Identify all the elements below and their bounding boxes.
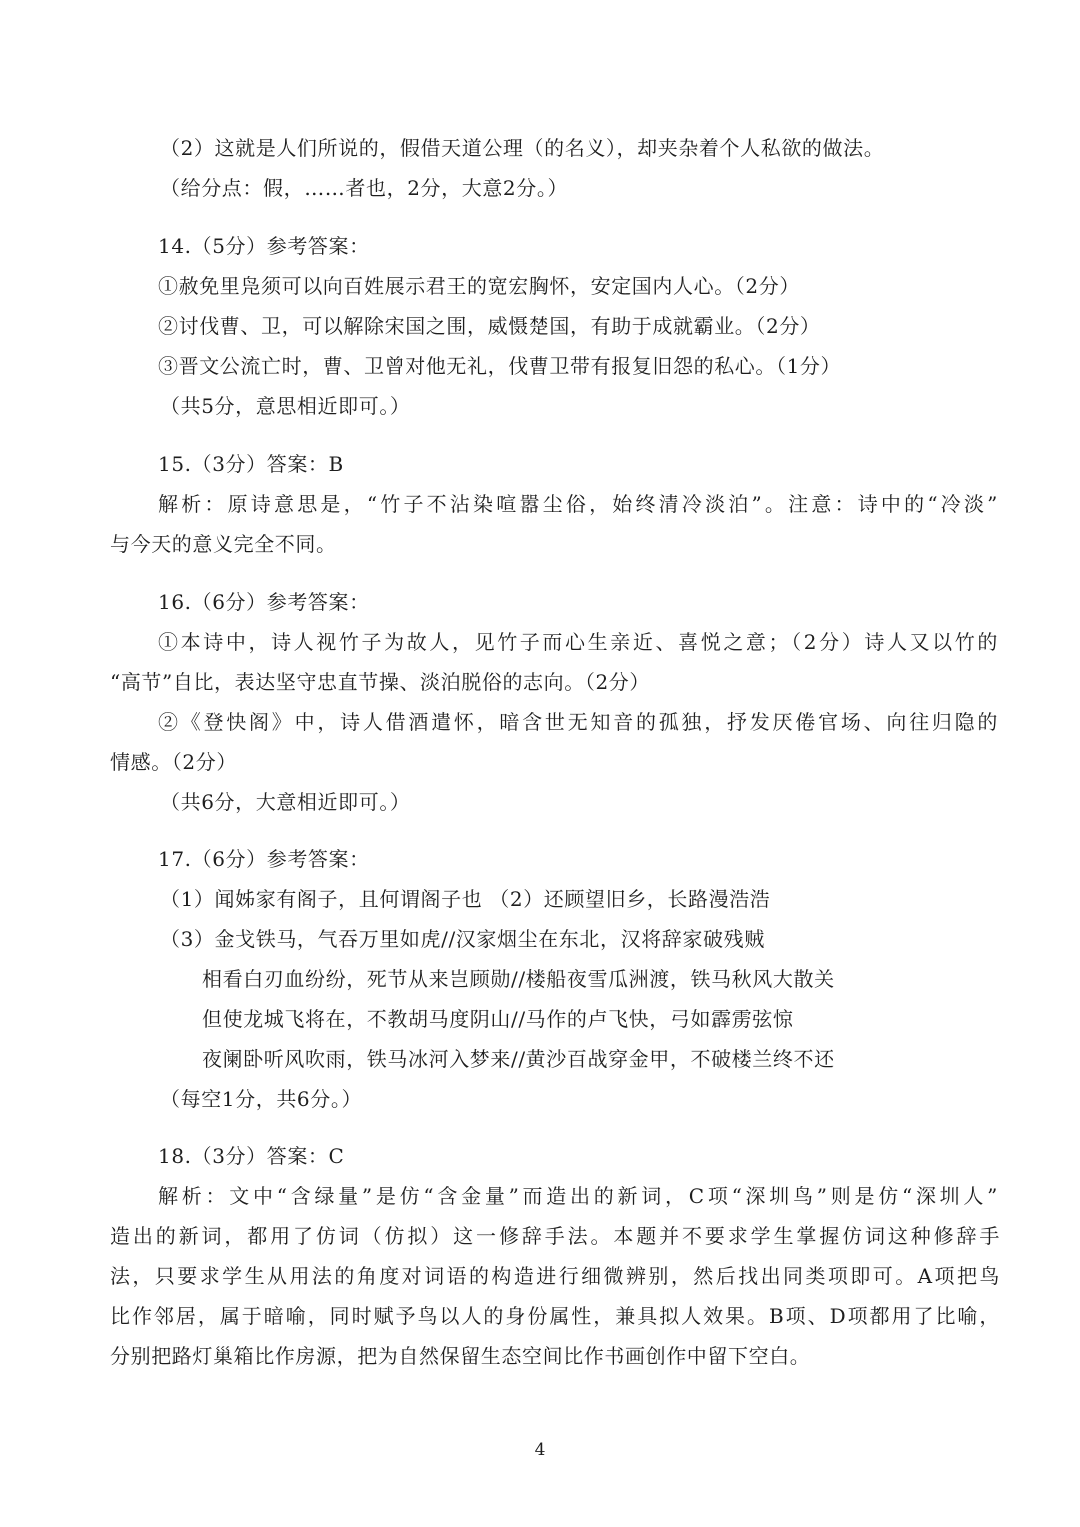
text-line: （给分点：假，……者也，2分，大意2分。） bbox=[160, 176, 569, 200]
text-line: ③晋文公流亡时，曹、卫曾对他无礼，伐曹卫带有报复旧怨的私心。（1分） bbox=[158, 354, 842, 378]
text-line: 解析：原诗意思是，“竹子不沾染喧嚣尘俗，始终清冷淡泊”。注意：诗中的“冷淡” bbox=[158, 492, 998, 516]
text-line: “高节”自比，表达坚守忠直节操、淡泊脱俗的志向。（2分） bbox=[110, 670, 650, 694]
page-number: 4 bbox=[534, 1440, 546, 1460]
text-line: （共6分，大意相近即可。） bbox=[160, 790, 411, 814]
question-heading: 16.（6分）参考答案： bbox=[158, 590, 370, 614]
text-line: （每空1分，共6分。） bbox=[160, 1087, 363, 1111]
text-line: ①本诗中，诗人视竹子为故人，见竹子而心生亲近、喜悦之意；（2分）诗人又以竹的 bbox=[158, 630, 998, 654]
text-line: （2）这就是人们所说的，假借天道公理（的名义），却夹杂着个人私欲的做法。 bbox=[160, 136, 885, 160]
text-line: ①赦免里凫须可以向百姓展示君王的宽宏胸怀，安定国内人心。（2分） bbox=[158, 274, 800, 298]
text-line: 情感。（2分） bbox=[110, 750, 237, 774]
text-line: 法，只要求学生从用法的角度对词语的构造进行细微辨别，然后找出同类项即可。A项把鸟 bbox=[110, 1264, 1000, 1288]
question-heading: 15.（3分）答案：B bbox=[158, 452, 344, 476]
question-heading: 18.（3分）答案：C bbox=[158, 1144, 345, 1168]
text-line: 但使龙城飞将在，不教胡马度阴山//马作的卢飞快，弓如霹雳弦惊 bbox=[202, 1007, 794, 1031]
text-line: ②《登快阁》中，诗人借酒遣怀，暗含世无知音的孤独，抒发厌倦官场、向往归隐的 bbox=[158, 710, 998, 734]
question-heading: 14.（5分）参考答案： bbox=[158, 234, 370, 258]
text-line: 分别把路灯巢箱比作房源，把为自然保留生态空间比作书画创作中留下空白。 bbox=[110, 1344, 811, 1368]
text-line: （1）闻姊家有阁子，且何谓阁子也 （2）还顾望旧乡，长路漫浩浩 bbox=[160, 887, 771, 911]
text-line: 解析：文中“含绿量”是仿“含金量”而造出的新词，C项“深圳鸟”则是仿“深圳人” bbox=[158, 1184, 998, 1208]
text-line: （共5分，意思相近即可。） bbox=[160, 394, 411, 418]
text-line: 相看白刃血纷纷，死节从来岂顾勋//楼船夜雪瓜洲渡，铁马秋风大散关 bbox=[202, 967, 835, 991]
text-line: 比作邻居，属于暗喻，同时赋予鸟以人的身份属性，兼具拟人效果。B项、D项都用了比喻， bbox=[110, 1304, 1000, 1328]
question-heading: 17.（6分）参考答案： bbox=[158, 847, 370, 871]
text-line: 与今天的意义完全不同。 bbox=[110, 532, 337, 556]
text-line: （3）金戈铁马，气吞万里如虎//汉家烟尘在东北，汉将辞家破残贼 bbox=[160, 927, 765, 951]
text-line: 夜阑卧听风吹雨，铁马冰河入梦来//黄沙百战穿金甲，不破楼兰终不还 bbox=[202, 1047, 835, 1071]
text-line: ②讨伐曹、卫，可以解除宋国之围，威慑楚国，有助于成就霸业。（2分） bbox=[158, 314, 821, 338]
text-line: 造出的新词，都用了仿词（仿拟）这一修辞手法。本题并不要求学生掌握仿词这种修辞手 bbox=[110, 1224, 1000, 1248]
